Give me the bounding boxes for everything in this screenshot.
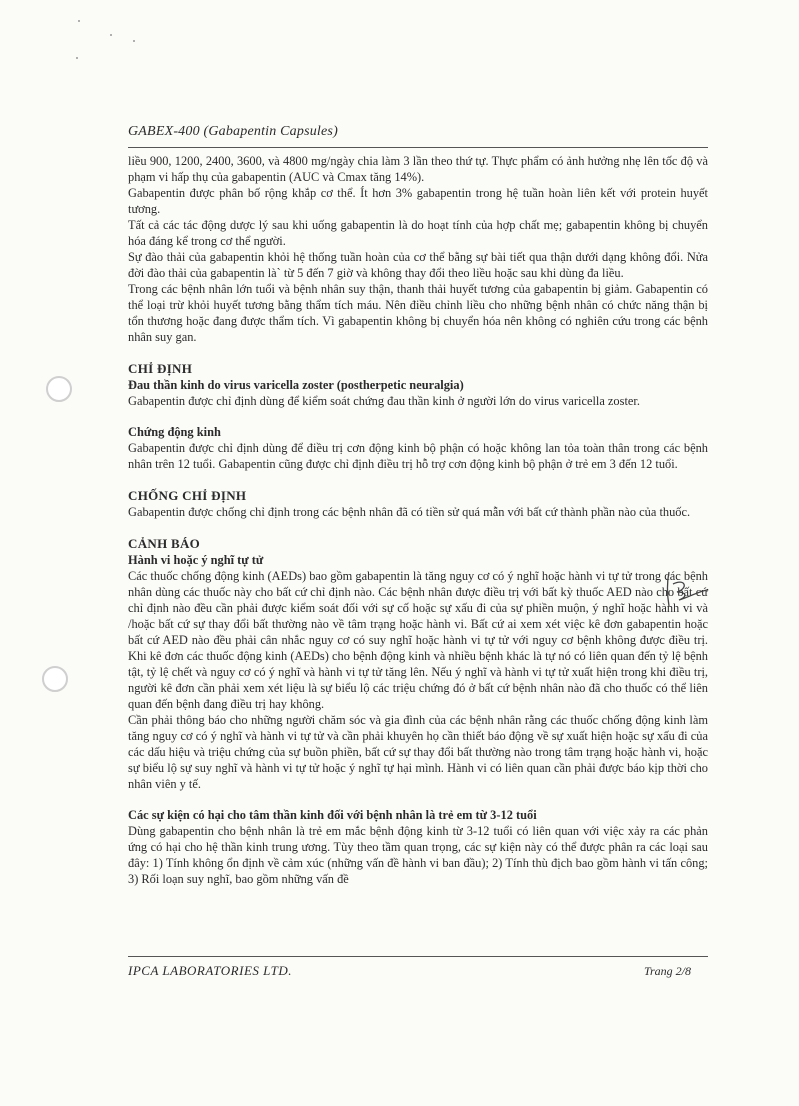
intro-paragraph: Trong các bệnh nhân lớn tuổi và bệnh nhân suy thận, thanh thải huyết tương của gabapentin bị giảm. Gabapentin có thể loại trừ khỏi huyết tương bằng thẩm tích máu. Nên điều chỉnh liều cho những bệnh nhân có chức năng thận bị tổn thương hoặc đang được thẩm tích. Vì gabapentin không bị chuyển hóa nên không có nghiên cứu trong các bệnh nhân suy gan.	[128, 282, 708, 344]
subsection-text: Gabapentin được chỉ định dùng để kiểm soát chứng đau thần kinh ở người lớn do virus varicella zoster.	[128, 394, 640, 408]
intro-paragraph: Tất cả các tác động dược lý sau khi uống gabapentin là do hoạt tính của hợp chất mẹ; gabapentin không bị chuyển hóa đáng kể trong cơ thể người.	[128, 218, 708, 248]
subsection-title: Chứng động kinh	[128, 425, 221, 439]
document-body	[128, 153, 708, 887]
intro-paragraph: Gabapentin được phân bố rộng khắp cơ thể. Ít hơn 3% gabapentin trong hệ tuần hoàn liên kết với protein huyết tương.	[128, 186, 708, 216]
subsection-text: Gabapentin được chỉ định dùng để điều trị cơn động kinh bộ phận có hoặc không lan tỏa toàn thân trong các bệnh nhân trên 12 tuổi. Gabapentin cũng được chỉ định điều trị hỗ trợ cơn động kinh bộ phận ở trẻ em 3 đến 12 tuổi.	[128, 441, 708, 471]
subsection-text: Các thuốc chống động kinh (AEDs) bao gồm gabapentin là tăng nguy cơ có ý nghĩ hoặc hành vi tự tử trong các bệnh nhân dùng các thuốc này cho bất cứ chỉ định nào. Các bệnh nhân được điều trị với bất kỳ thuốc AED nào cho bất cứ chỉ định nào đều cần phải được kiểm soát đối với sự cố hoặc sự xấu đi của sự phiền muộn, ý nghĩ hoặc hành vi và /hoặc bất cứ sự thay đổi bất thường nào về tâm trạng hoặc hành vi. Bất cứ ai xem xét việc kê đơn gabapentin hoặc bất cứ AED nào đều phải cân nhắc nguy cơ có suy nghĩ hoặc hành vi tự tử với nguy cơ bệnh không được điều trị. Khi kê đơn các thuốc động kinh (AEDs) cho bệnh động kinh và nhiều bệnh khác là tự nó có liên quan đến tỷ lệ bệnh tật, tỷ lệ chết và nguy cơ có ý nghĩ và hành vi tự tử tăng lên. Nếu ý nghĩ và hành vi tự tử xuất hiện trong khi điều trị, người kê đơn cần phải xem xét liệu là sự biểu lộ các triệu chứng đó ở bất cứ bệnh nhân nào đã cho thuốc có thể liên quan đến bệnh đang điều trị hay không.	[128, 569, 708, 711]
scan-speck	[76, 57, 78, 59]
subsection-title: Hành vi hoặc ý nghĩ tự tử	[128, 553, 264, 567]
section-title-chong-chi-dinh: CHỐNG CHỈ ĐỊNH	[128, 488, 247, 503]
subsection-title: Các sự kiện có hại cho tâm thần kinh đối với bệnh nhân là trẻ em từ 3-12 tuổi	[128, 808, 537, 822]
subsection-text: Dùng gabapentin cho bệnh nhân là trẻ em mắc bệnh động kinh từ 3-12 tuổi có liên quan với việc xảy ra các phản ứng có hại cho hệ thần kinh trung ương. Tùy theo tầm quan trọng, các sự kiện này có thể được phân ra các loại sau đây: 1) Tính không ổn định về cảm xúc (những vấn đề hành vi ban đầu); 2) Tính thù địch bao gồm hành vi tấn công; 3) Rối loạn suy nghĩ, bao gồm những vấn đề	[128, 824, 708, 886]
intro-paragraph: liều 900, 1200, 2400, 3600, và 4800 mg/ngày chia làm 3 lần theo thứ tự. Thực phẩm có ảnh hưởng nhẹ lên tốc độ và phạm vi hấp thụ của gabapentin (AUC và Cmax tăng 14%).	[128, 154, 708, 184]
header-divider	[128, 147, 708, 148]
scan-speck	[133, 40, 135, 42]
footer-divider	[128, 956, 708, 957]
punch-hole	[42, 666, 68, 692]
footer-page-number: Trang 2/8	[644, 964, 692, 978]
punch-hole	[46, 376, 72, 402]
subsection-text: Cần phải thông báo cho những người chăm sóc và gia đình của các bệnh nhân rằng các thuốc chống động kinh làm tăng nguy cơ có ý nghĩ và hành vi tự tử và cần phải khuyên họ cần thiết báo động về sự xuất hiện hoặc sự xấu đi của các dấu hiệu và triệu chứng của sự buồn phiền, bất cứ sự thay đổi bất thường nào trong tâm trạng hoặc hành vi, hoặc sự biểu lộ sự suy nghĩ và hành vi tự tử hoặc ý nghĩ tự hại mình. Hành vi có liên quan cần phải được báo kịp thời cho nhân viên y tế.	[128, 713, 708, 791]
scan-speck	[78, 20, 80, 22]
scan-speck	[110, 34, 112, 36]
intro-paragraph: Sự đào thải của gabapentin khỏi hệ thống tuần hoàn của cơ thể bằng sự bài tiết qua thận dưới dạng không đổi. Nửa đời đào thải của gabapentin là` từ 5 đến 7 giờ và không thay đổi theo liều hoặc sau khi dùng đa liều.	[128, 250, 708, 280]
section-text: Gabapentin được chống chỉ định trong các bệnh nhân đã có tiền sử quá mẫn với bất cứ thành phần nào của thuốc.	[128, 505, 691, 519]
handwritten-initials	[655, 570, 710, 610]
footer-company: IPCA LABORATORIES LTD.	[128, 963, 292, 978]
section-title-chi-dinh: CHỈ ĐỊNH	[128, 361, 193, 376]
document-header: GABEX-400 (Gabapentin Capsules)	[128, 124, 338, 139]
section-title-canh-bao: CẢNH BÁO	[128, 536, 201, 551]
subsection-title: Đau thần kinh do virus varicella zoster (postherpetic neuralgia)	[128, 378, 464, 392]
